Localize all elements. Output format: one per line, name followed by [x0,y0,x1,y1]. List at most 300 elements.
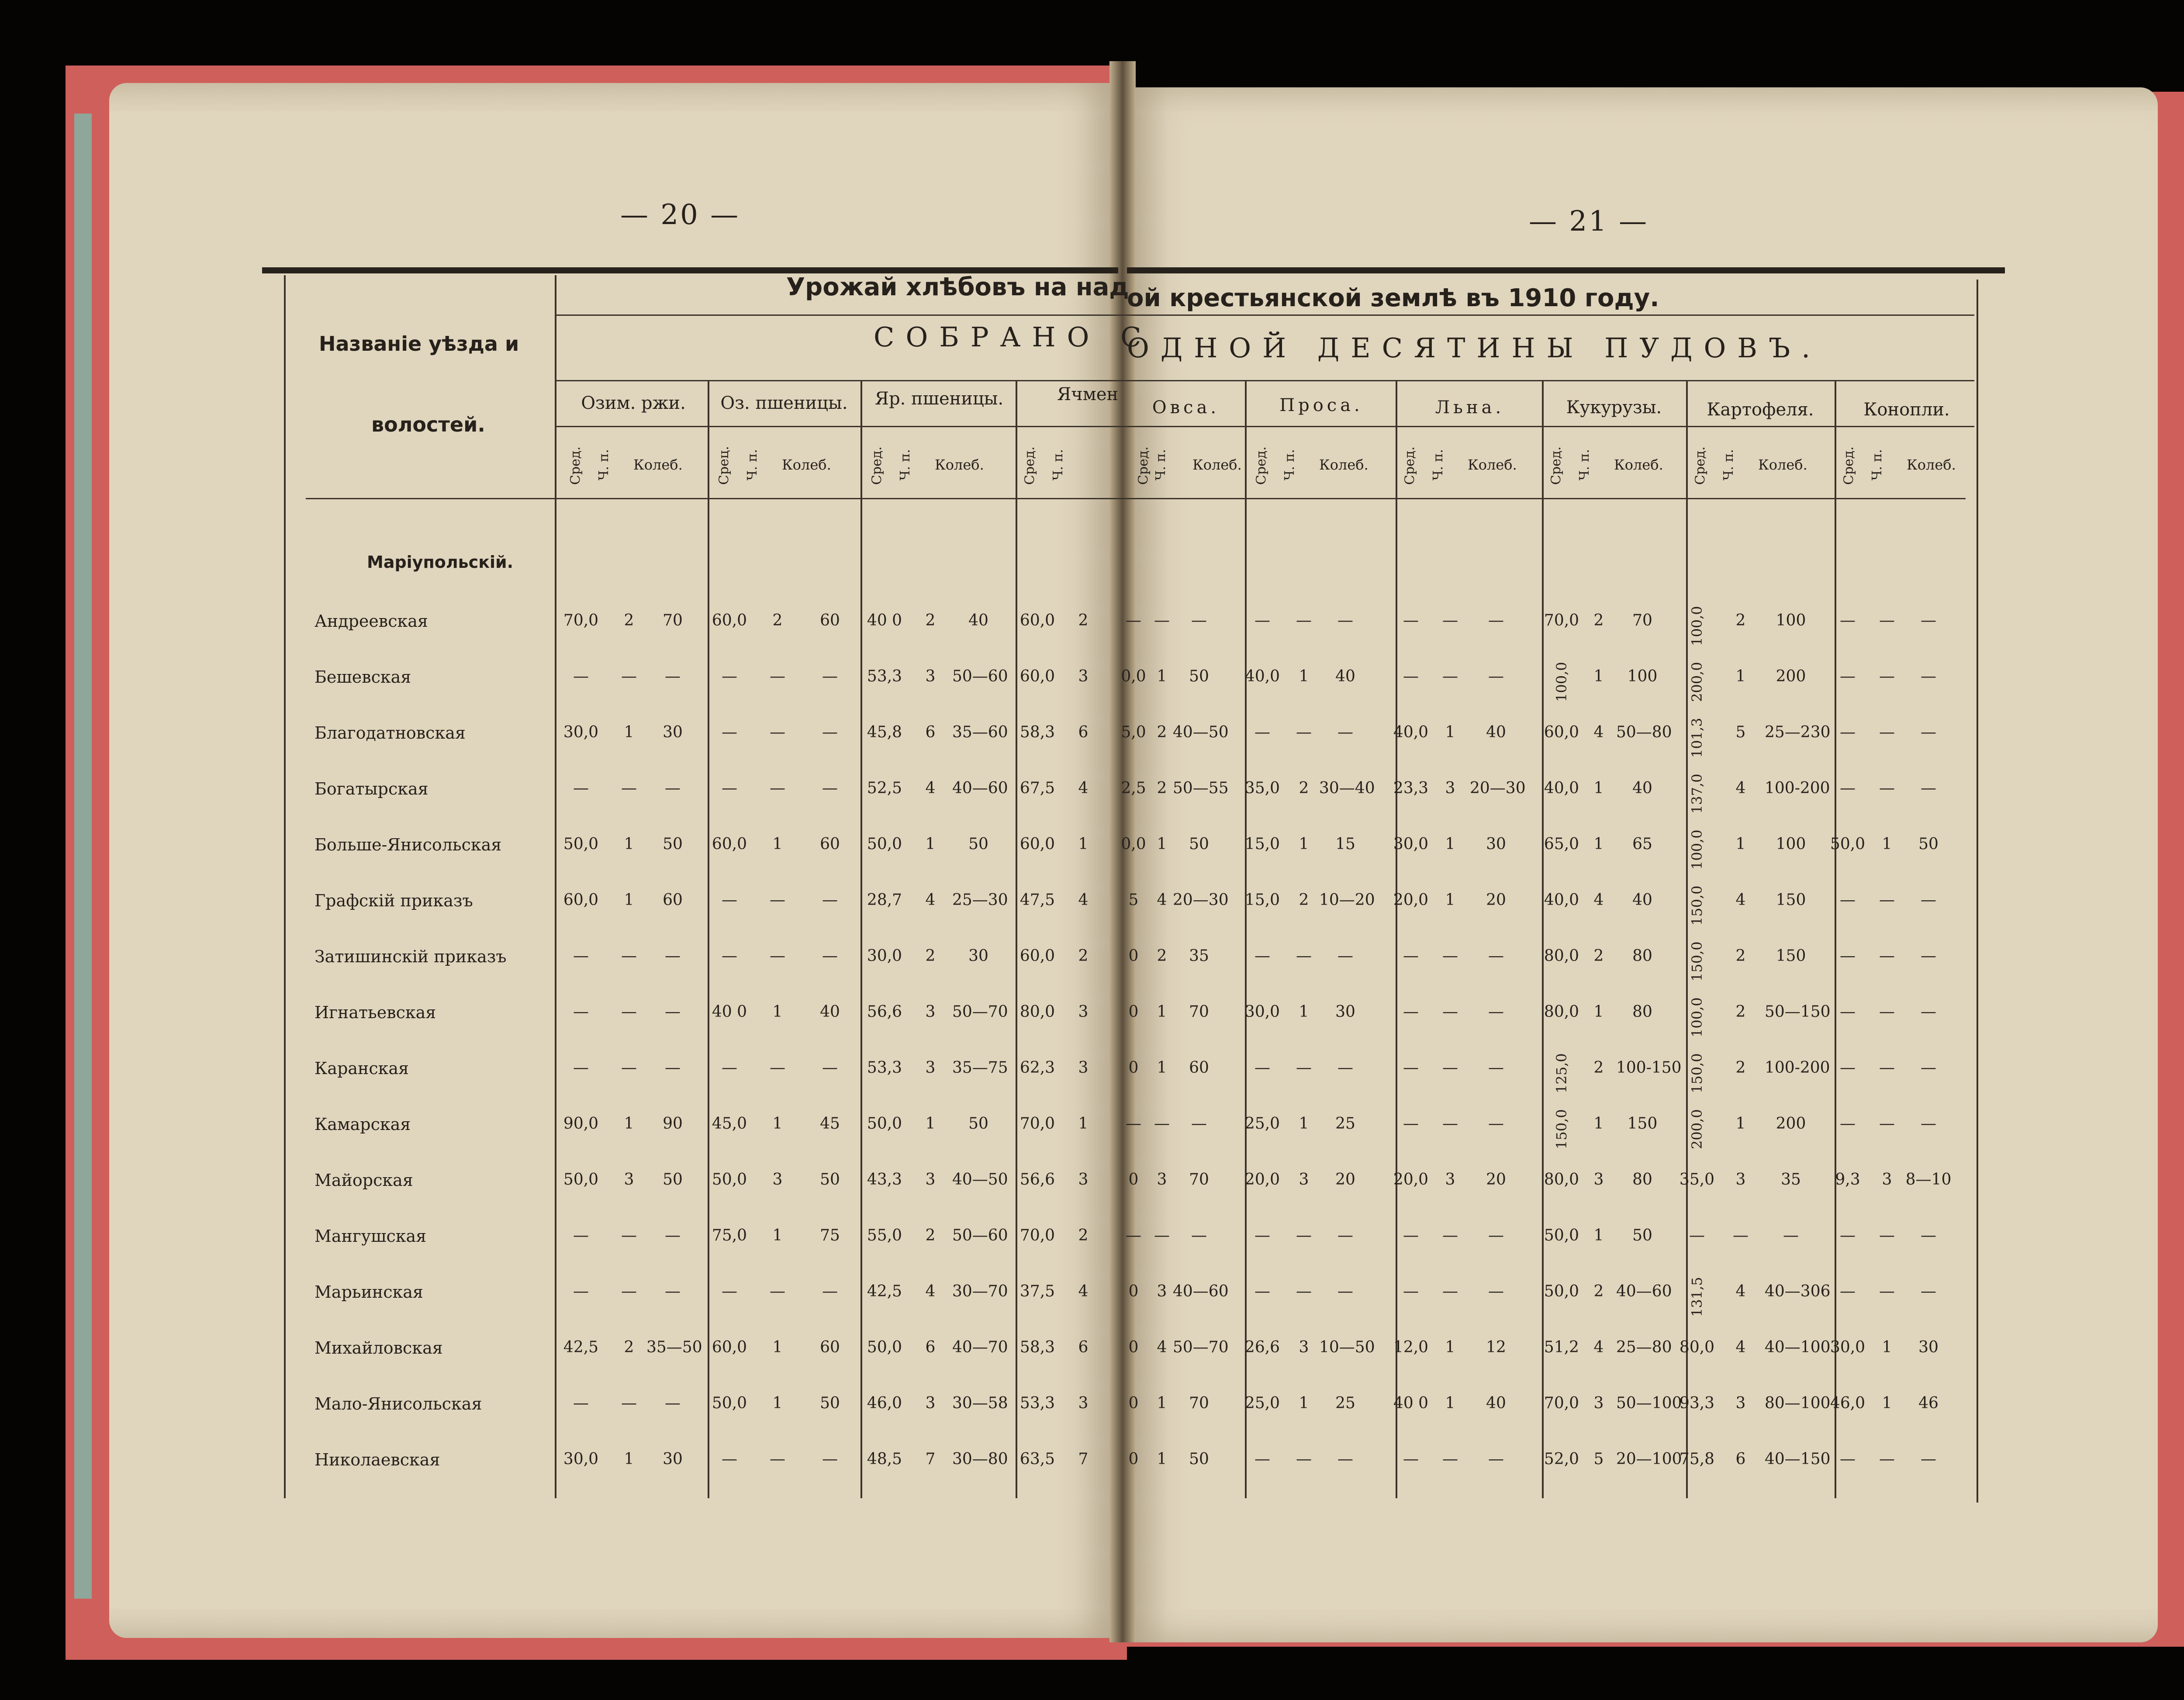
table-cell: 70 [663,612,683,629]
table-cell: 0,0 [1121,667,1146,685]
table-cell: — [1488,1227,1504,1244]
row-name: Андреевская [314,612,428,631]
table-cell: 50 [820,1394,840,1412]
table-cell: — [573,667,589,685]
table-cell: 0 [1128,947,1139,965]
table-cell: 50,0 [1544,1282,1579,1300]
table-cell: — [1488,1450,1504,1468]
cover-edge-teal [74,114,92,1599]
table-cell: 1 [1445,891,1455,909]
stub-header-line2: волостей. [371,413,485,436]
row-name: Бешевская [314,667,411,687]
table-cell: — [822,779,838,797]
table-cell: 2 [925,612,936,629]
table-cell: 55,0 [867,1227,902,1244]
table-cell: 50—55 [1173,779,1229,797]
table-cell: — [1921,1003,1936,1021]
table-cell: — [770,1450,785,1468]
table-cell: — [770,779,785,797]
table-cell: 100-200 [1765,779,1830,797]
table-cell: — [1154,1115,1170,1133]
table-cell: 1 [1445,1394,1455,1412]
table-cell: 0 [1128,1338,1139,1356]
table-cell: 35,0 [1679,1171,1715,1189]
table-cell: — [1337,1450,1353,1468]
table-cell: 30 [663,723,683,741]
table-cell: 4 [925,1282,936,1300]
sub-header-koleb: Колеб. [1614,456,1663,473]
table-cell: — [1921,1282,1936,1300]
table-cell: — [770,1059,785,1077]
row-name: Михайловская [314,1338,443,1358]
table-cell: 52,5 [867,779,902,797]
table-cell: 2 [1299,891,1309,909]
table-cell: — [1403,1059,1419,1077]
table-cell: 1 [1299,1115,1309,1133]
table-cell: 20—30 [1173,891,1229,909]
table-cell: 0 [1128,1171,1139,1189]
table-cell: 60,0 [712,612,747,629]
table-cell: — [1442,1450,1458,1468]
row-name: Богатырская [314,779,429,798]
table-cell: 50 [1189,1450,1209,1468]
table-cell: 0 [1128,1282,1139,1300]
table-cell: 30 [1335,1003,1355,1021]
table-cell: — [573,1282,589,1300]
table-cell: 40 [1486,723,1506,741]
table-cell: 4 [1078,1282,1089,1300]
table-cell: 50 [663,1171,683,1189]
table-cell: 70 [1189,1003,1209,1021]
table-cell: — [1126,1227,1141,1244]
table-cell: 4 [925,891,936,909]
table-cell: 50—70 [952,1003,1008,1021]
table-cell: 1 [1299,1003,1309,1021]
sub-header-chp: Ч. п. [1051,449,1066,480]
group-header-ovsa: Овса. [1152,397,1220,418]
table-cell: — [722,667,737,685]
table-cell: — [1403,612,1419,629]
table-cell: 12 [1486,1338,1506,1356]
table-cell: 60 [663,891,683,909]
table-cell: 2 [1593,612,1604,629]
group-header-yachmenya: Ячмен [1057,384,1119,404]
table-cell: 60,0 [1019,835,1055,853]
table-cell: 3 [1735,1171,1746,1189]
table-cell: 50 [968,1115,988,1133]
table-cell: — [621,667,637,685]
table-cell: 70 [1189,1394,1209,1412]
table-cell: 7 [925,1450,936,1468]
table-cell: 1 [1445,1338,1455,1356]
table-cell: 2 [925,1227,936,1244]
table-cell: 1 [624,891,634,909]
table-cell: 45,0 [712,1115,747,1133]
district-label: Маріупольскій. [367,553,514,572]
sub-header-koleb: Колеб. [1907,456,1956,473]
table-cell: — [722,1282,737,1300]
table-cell: — [1879,723,1895,741]
table-cell: — [1403,947,1419,965]
table-cell: 0 [1128,1450,1139,1468]
table-cell: — [1689,1227,1705,1244]
table-cell: 5,0 [1121,723,1146,741]
table-cell: 75,0 [712,1227,747,1244]
table-cell: 40—100 [1765,1338,1831,1356]
table-cell: 2 [1299,779,1309,797]
table-cell: 1 [1078,835,1089,853]
sub-header-koleb: Колеб. [633,456,683,473]
sub-header-sredn: Сред. [1022,446,1037,485]
table-cell: 1 [1299,667,1309,685]
table-cell: — [1488,1003,1504,1021]
table-cell: 1 [1593,667,1604,685]
table-cell: — [1296,947,1312,965]
table-cell: — [1921,891,1936,909]
table-cell: — [1840,891,1856,909]
table-cell: 50,0 [867,1115,902,1133]
table-cell: 9,3 [1835,1171,1860,1189]
table-cell: 200,0 [1689,662,1705,702]
table-cell: — [573,1003,589,1021]
table-cell: 50 [1918,835,1939,853]
table-cell: 80,0 [1544,1171,1579,1189]
table-cell: 35,0 [1244,779,1280,797]
table-cell: 75,8 [1679,1450,1715,1468]
table-cell: — [770,723,785,741]
table-cell: — [1254,1450,1270,1468]
table-cell: 4 [1735,779,1746,797]
table-cell: — [1442,1003,1458,1021]
table-cell: 30,0 [1244,1003,1280,1021]
sub-header-sredn: Сред. [1693,446,1708,485]
table-cell: 1 [624,1115,634,1133]
table-cell: — [822,1059,838,1077]
table-cell: 40 [1486,1394,1506,1412]
table-cell: 2 [1593,1059,1604,1077]
table-cell: 200,0 [1689,1109,1705,1149]
table-cell: 12,0 [1393,1338,1429,1356]
table-cell: 26,6 [1244,1338,1280,1356]
table-right-border [1977,280,1978,1503]
table-cell: 3 [1445,779,1455,797]
table-cell: 60 [1189,1059,1209,1077]
table-cell: — [1921,779,1936,797]
table-cell: — [621,1003,637,1021]
table-cell: 30 [968,947,988,965]
table-cell: 65,0 [1544,835,1579,853]
table-cell: — [1840,1115,1856,1133]
table-cell: 0 [1128,1059,1139,1077]
table-cell: 15,0 [1244,835,1280,853]
table-cell: 4 [1593,723,1604,741]
table-cell: 50—70 [1173,1338,1229,1356]
table-cell: — [1254,1059,1270,1077]
table-cell: 30,0 [1393,835,1429,853]
table-cell: — [770,1282,785,1300]
table-cell: — [1879,1059,1895,1077]
table-cell: 56,6 [867,1003,902,1021]
table-cell: 0 [1128,1394,1139,1412]
table-cell: — [1254,947,1270,965]
table-cell: — [1488,612,1504,629]
table-cell: — [665,779,681,797]
table-cell: 1 [1157,1003,1167,1021]
table-cell: 6 [1735,1450,1746,1468]
table-cell: — [1921,1059,1936,1077]
table-cell: 75 [820,1227,840,1244]
table-cell: — [1403,1115,1419,1133]
sub-header-koleb: Колеб. [1192,456,1242,473]
table-cell: 70 [1632,612,1652,629]
group-divider-2 [860,380,862,1498]
sub-header-sredn: Сред. [869,446,885,485]
table-cell: 50 [820,1171,840,1189]
table-cell: 100,0 [1689,606,1705,646]
row-name: Затишинскій приказъ [314,947,507,966]
table-cell: 150 [1776,947,1806,965]
sub-header-chp: Ч. п. [1870,449,1885,480]
table-cell: 48,5 [867,1450,902,1468]
table-cell: 50—100 [1616,1394,1682,1412]
table-cell: 20—30 [1470,779,1526,797]
row-name: Майорская [314,1171,413,1190]
table-cell: 1 [1882,835,1892,853]
group-header-kartofelya: Картофеля. [1707,400,1814,420]
table-cell: 3 [1157,1171,1167,1189]
table-cell: 4 [1157,891,1167,909]
table-cell: 43,3 [867,1171,902,1189]
table-cell: 30,0 [563,723,599,741]
table-cell: — [1154,612,1170,629]
table-cell: 60,0 [1544,723,1579,741]
row-name: Марьинская [314,1282,423,1302]
table-cell: 15 [1335,835,1355,853]
table-cell: 30,0 [563,1450,599,1468]
table-cell: 3 [1078,1171,1089,1189]
group-top-rule [555,380,1974,381]
table-cell: 40—60 [1173,1282,1229,1300]
table-cell: 80 [1632,1171,1652,1189]
table-cell: 2 [1157,947,1167,965]
table-cell: 4 [1078,891,1089,909]
table-cell: — [665,947,681,965]
table-cell: 2 [1593,1282,1604,1300]
table-cell: 25—230 [1765,723,1831,741]
row-name: Больше-Янисольская [314,835,502,854]
group-header-yar-pshenitsy: Яр. пшеницы. [874,389,1004,409]
table-cell: — [1296,1059,1312,1077]
table-cell: 46,0 [867,1394,902,1412]
table-cell: 1 [925,835,936,853]
table-cell: 3 [1882,1171,1892,1189]
table-cell: — [1254,612,1270,629]
table-cell: 150,0 [1553,1109,1570,1149]
table-cell: 4 [1735,891,1746,909]
table-cell: — [1733,1227,1749,1244]
table-cell: — [1442,1227,1458,1244]
table-cell: 25—30 [952,891,1008,909]
table-cell: 20,0 [1244,1171,1280,1189]
table-cell: 1 [772,1394,783,1412]
table-cell: 2 [1157,723,1167,741]
table-cell: — [1403,1003,1419,1021]
group-divider-3 [1016,380,1017,1498]
table-cell: — [1296,1227,1312,1244]
table-cell: 70,0 [563,612,599,629]
table-cell: 50 [968,835,988,853]
table-cell: 70,0 [1544,1394,1579,1412]
table-cell: — [822,667,838,685]
table-cell: 0,0 [1121,835,1146,853]
table-cell: 50,0 [712,1171,747,1189]
table-cell: 20 [1335,1171,1355,1189]
table-cell: — [1840,1450,1856,1468]
table-cell: 40 [968,612,988,629]
sub-header-koleb: Колеб. [1758,456,1807,473]
table-cell: 1 [624,835,634,853]
table-cell: 60 [820,1338,840,1356]
top-rule-left [262,267,1118,273]
table-cell: 42,5 [563,1338,599,1356]
table-cell: — [1921,667,1936,685]
table-cell: 4 [1735,1338,1746,1356]
table-cell: 20 [1486,891,1506,909]
table-cell: 2 [1593,947,1604,965]
table-cell: 2 [1735,1059,1746,1077]
table-cell: — [1403,1282,1419,1300]
table-cell: 2 [1735,947,1746,965]
table-cell: — [665,1059,681,1077]
table-cell: — [1296,612,1312,629]
table-cell: 60,0 [712,835,747,853]
table-cell: 4 [1078,779,1089,797]
sub-header-sredn: Сред. [568,446,583,485]
table-cell: — [1488,1059,1504,1077]
table-cell: 25 [1335,1115,1355,1133]
table-cell: — [1254,723,1270,741]
table-cell: 3 [1735,1394,1746,1412]
table-cell: — [665,1394,681,1412]
table-cell: 50 [663,835,683,853]
table-cell: 2 [1157,779,1167,797]
table-cell: 40—60 [952,779,1008,797]
table-cell: 35—50 [646,1338,702,1356]
table-cell: 10—20 [1319,891,1375,909]
table-cell: 51,2 [1544,1338,1579,1356]
table-cell: 6 [925,723,936,741]
table-cell: — [1442,947,1458,965]
table-cell: — [1337,1227,1353,1244]
table-cell: 2 [1078,1227,1089,1244]
table-cell: 60 [820,612,840,629]
table-cell: 1 [1593,1227,1604,1244]
table-cell: 6 [1078,723,1089,741]
table-cell: 80 [1632,947,1652,965]
table-cell: — [621,779,637,797]
table-cell: 40,0 [1393,723,1429,741]
table-cell: — [1488,947,1504,965]
table-cell: 28,7 [867,891,902,909]
table-cell: 3 [925,1171,936,1189]
table-cell: 40—306 [1765,1282,1831,1300]
table-cell: — [1191,1115,1207,1133]
table-cell: 40 0 [867,612,902,629]
sub-header-koleb: Колеб. [782,456,831,473]
table-cell: 1 [1445,835,1455,853]
table-cell: 150,0 [1689,885,1705,926]
table-cell: 2 [1735,1003,1746,1021]
table-cell: — [1840,947,1856,965]
table-cell: 1 [925,1115,936,1133]
table-cell: 25—80 [1616,1338,1672,1356]
table-cell: — [1337,947,1353,965]
table-cell: — [1840,779,1856,797]
table-cell: — [1403,667,1419,685]
table-cell: 6 [1078,1338,1089,1356]
table-cell: 35 [1781,1171,1801,1189]
table-cell: 1 [1593,835,1604,853]
table-cell: 3 [925,667,936,685]
table-cell: 80,0 [1544,1003,1579,1021]
table-cell: 20 [1486,1171,1506,1189]
table-cell: 3 [1593,1394,1604,1412]
table-cell: 58,3 [1019,1338,1055,1356]
sub-header-sredn: Сред. [1136,446,1151,485]
table-cell: 40—70 [952,1338,1008,1356]
table-cell: — [1442,1282,1458,1300]
sub-header-koleb: Колеб. [935,456,984,473]
table-cell: 70,0 [1544,612,1579,629]
table-cell: 40 [820,1003,840,1021]
table-cell: 60,0 [563,891,599,909]
table-cell: 2,5 [1121,779,1146,797]
table-cell: — [770,891,785,909]
table-cell: 200 [1776,667,1806,685]
table-cell: 3 [772,1171,783,1189]
row-name: Николаевская [314,1450,440,1469]
sub-top-rule [555,426,1974,427]
table-cell: 30,0 [1830,1338,1866,1356]
table-cell: 30,0 [867,947,902,965]
table-cell: 1 [1157,667,1167,685]
table-cell: 80,0 [1679,1338,1715,1356]
table-cell: — [665,1282,681,1300]
table-cell: 1 [1593,1115,1604,1133]
row-name: Благодатновская [314,723,466,743]
table-cell: 50,0 [563,1171,599,1189]
table-cell: 150 [1627,1115,1658,1133]
table-cell: 2 [624,1338,634,1356]
table-cell: 1 [1299,1394,1309,1412]
table-cell: — [1337,612,1353,629]
table-cell: — [1783,1227,1799,1244]
table-cell: — [1488,1115,1504,1133]
table-cell: 3 [1078,1003,1089,1021]
group-header-prosa: Проса. [1279,395,1363,415]
table-cell: 1 [772,1338,783,1356]
table-cell: 15,0 [1244,891,1280,909]
table-cell: — [665,1003,681,1021]
table-cell: — [1442,612,1458,629]
table-cell: 6 [925,1338,936,1356]
table-cell: 3 [1299,1338,1309,1356]
table-cell: — [1442,1115,1458,1133]
table-cell: — [1921,1450,1936,1468]
table-cell: 62,3 [1019,1059,1055,1077]
group-divider-1 [708,380,709,1498]
table-cell: 80—100 [1765,1394,1831,1412]
